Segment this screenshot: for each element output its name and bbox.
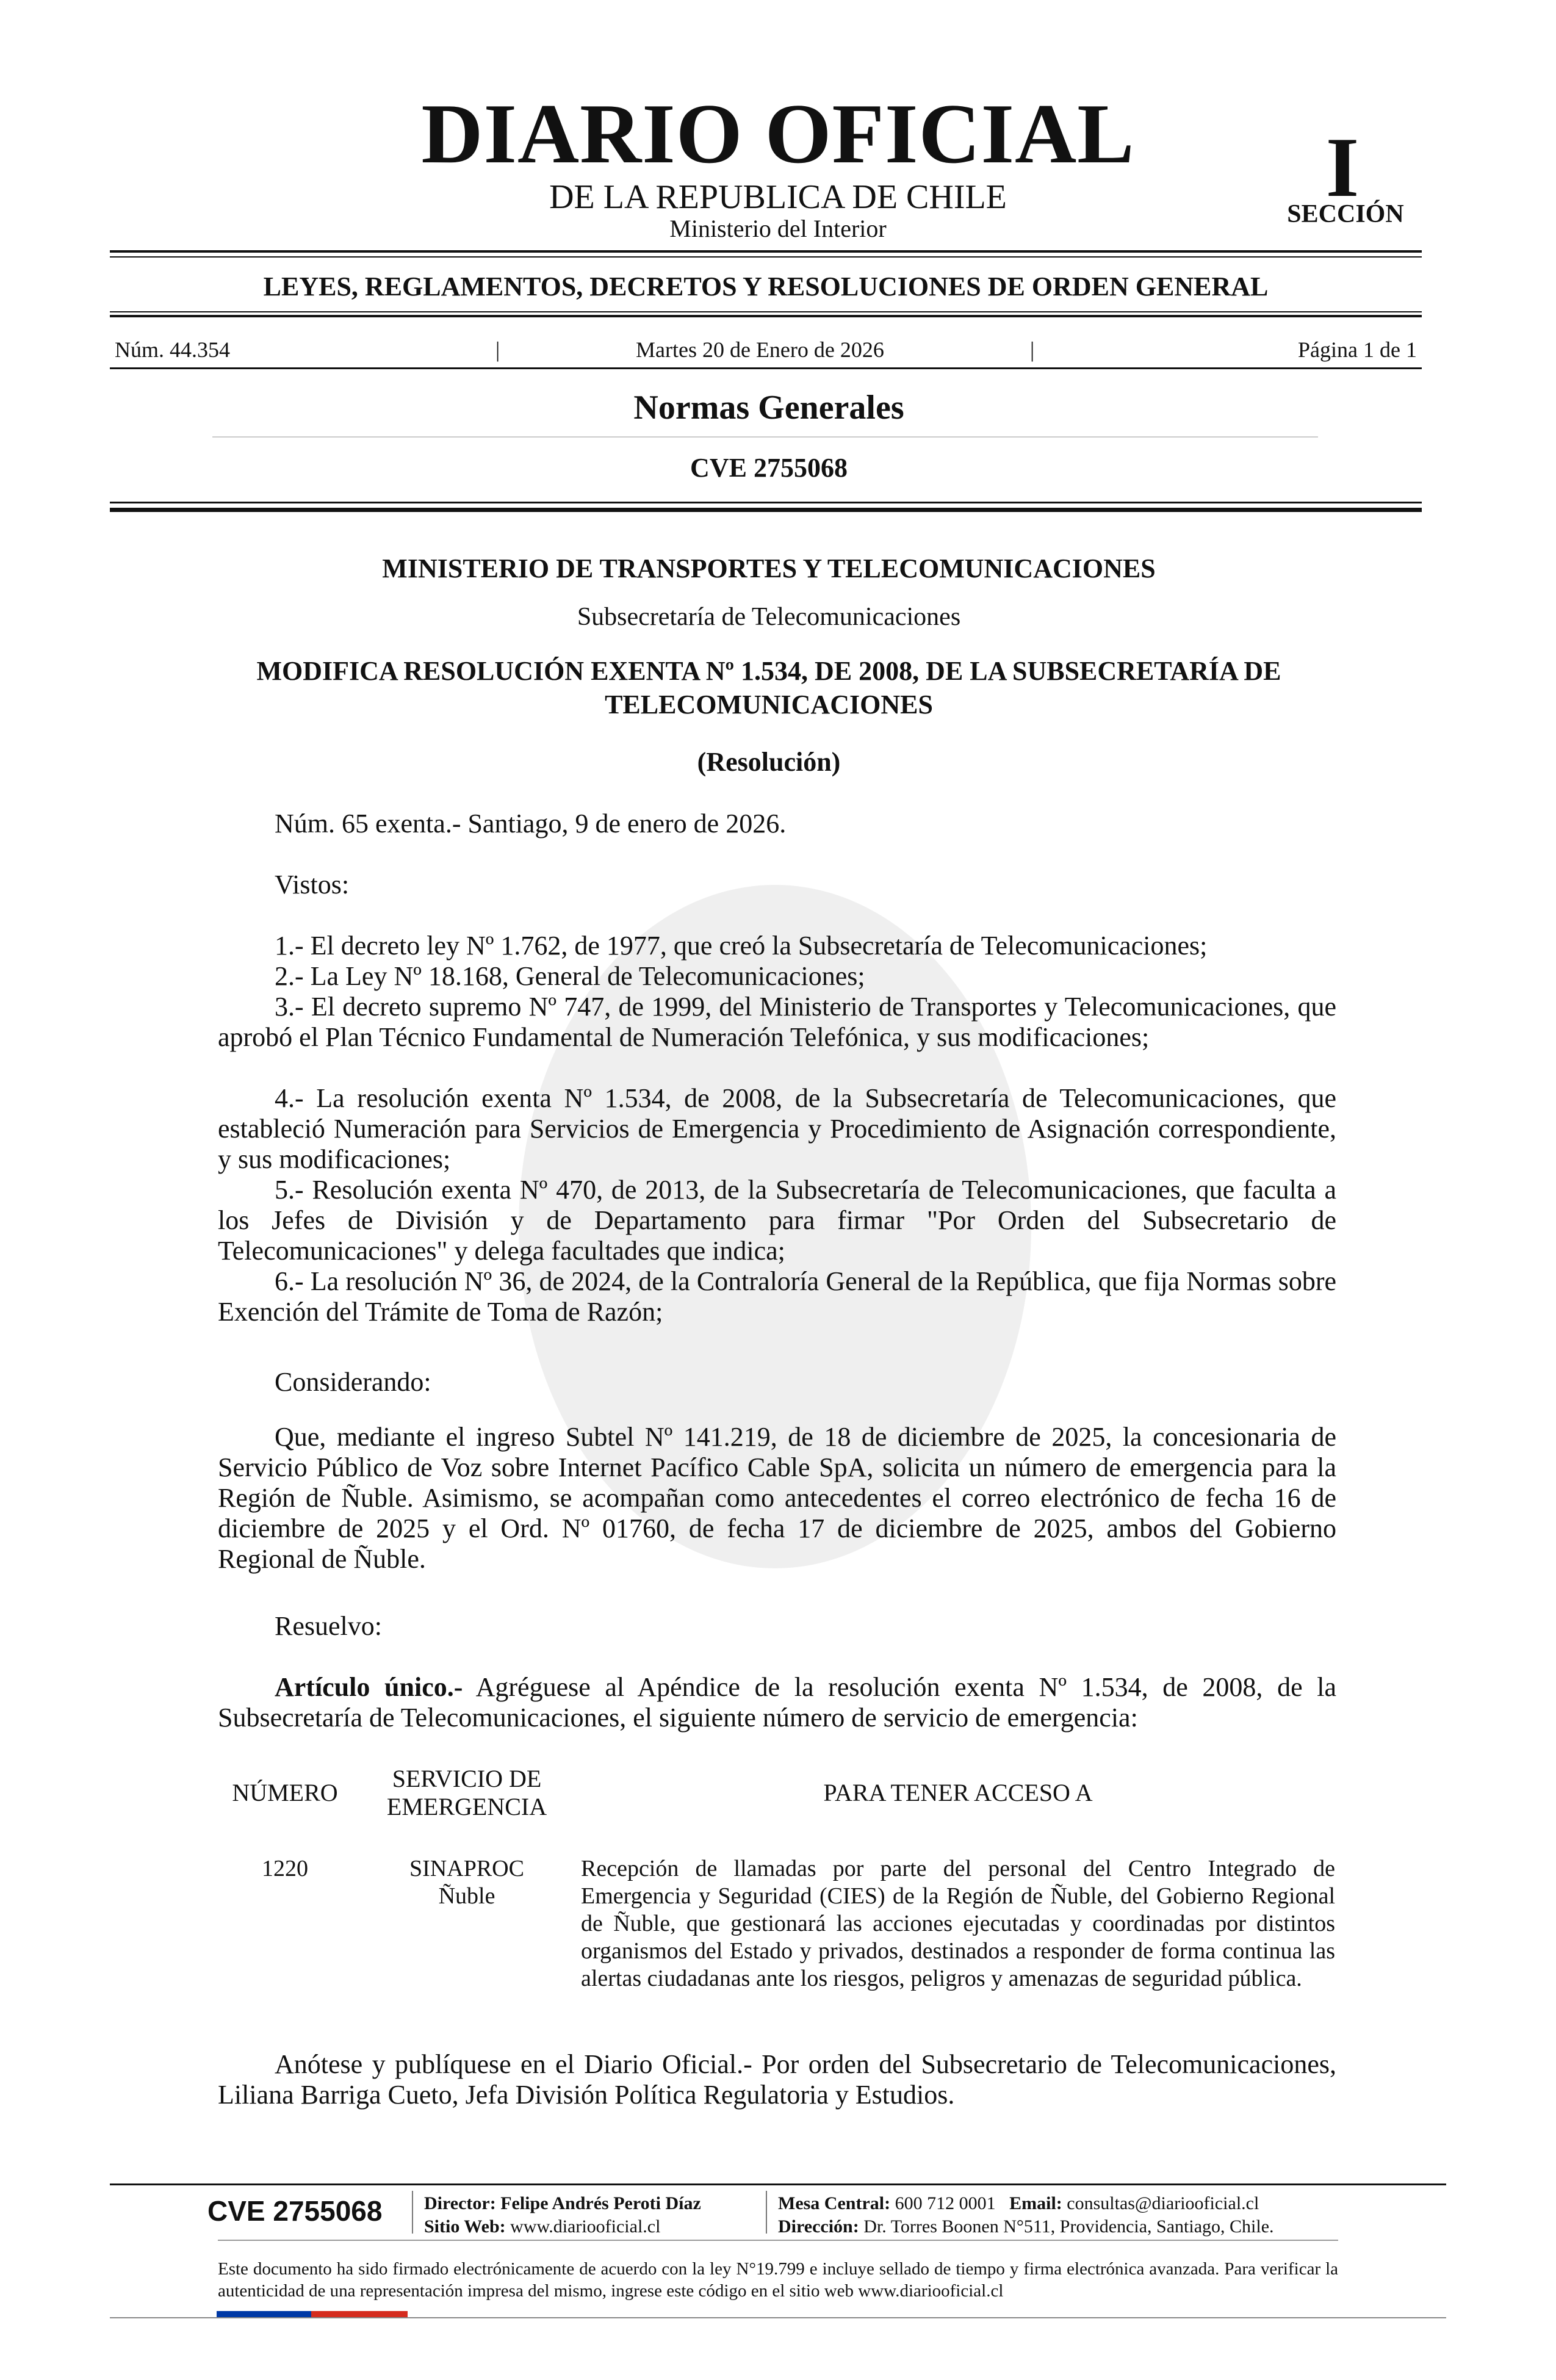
considerando-label: Considerando:: [275, 1367, 431, 1397]
footer-director: Director: Felipe Andrés Peroti Díaz Sitio Web: www.diariooficial.cl: [424, 2193, 701, 2237]
cve-rule-thin: [110, 502, 1422, 503]
resolution-number-line: Núm. 65 exenta.- Santiago, 9 de enero de 2026.: [275, 809, 787, 838]
articulo-unico: [218, 1672, 1336, 1733]
table-cell-numero: 1220: [262, 1856, 308, 1881]
vistos-item: 4.- La resolución exenta Nº 1.534, de 2008, de la Subsecretaría de Telecomunicaciones, que estableció Numeración para Servicios de Emergencia y Procedimiento de Asignación correspondiente, y sus modificaciones;: [218, 1083, 1336, 1174]
table-header-numero: NÚMERO: [232, 1779, 338, 1806]
footer-divider: [766, 2191, 767, 2234]
table-header-servicio: SERVICIO DE EMERGENCIA: [386, 1765, 547, 1820]
masthead-rule-top: [110, 250, 1422, 253]
vistos-item: 3.- El decreto supremo Nº 747, de 1999, del Ministerio de Transportes y Telecomunicaciones, que aprobó el Plan Técnico Fundamental de Numeración Telefónica, y sus modificaciones;: [218, 992, 1336, 1052]
vistos-item: 6.- La resolución Nº 36, de 2024, de la Contraloría General de la República, que fija Normas sobre Exención del Trámite de Toma de Razón;: [218, 1266, 1336, 1327]
section-number: I: [1325, 120, 1360, 215]
closing-text: Anótese y publíquese en el Diario Oficial.- Por orden del Subsecretario de Telecomunicaciones, Liliana Barriga Cueto, Jefa División Política Regulatoria y Estudios.: [218, 2049, 1336, 2110]
masthead-ministry: Ministerio del Interior: [669, 215, 887, 242]
page-indicator: Página 1 de 1: [1298, 337, 1417, 362]
vistos-item: 2.- La Ley Nº 18.168, General de Telecomunicaciones;: [275, 961, 865, 991]
footer-contact: Mesa Central: 600 712 0001 Email: consultas@diariooficial.cl Dirección: Dr. Torres Boonen N°511, Providencia, Santiago, Chile.: [778, 2193, 1274, 2237]
meta-separator: |: [1030, 337, 1035, 362]
resolution-type: (Resolución): [697, 747, 841, 777]
issue-date: Martes 20 de Enero de 2026: [636, 337, 884, 362]
meta-separator: |: [495, 337, 500, 362]
vistos-item: 5.- Resolución exenta Nº 470, de 2013, de la Subsecretaría de Telecomunicaciones, que faculta a los Jefes de División y de Departamento para firmar "Por Orden del Subsecretario de Telecomunicaciones" y delega facultades que indica;: [218, 1175, 1336, 1266]
table-cell-servicio: SINAPROC Ñuble: [409, 1856, 524, 1909]
footer-email-link[interactable]: consultas@diariooficial.cl: [1067, 2193, 1259, 2213]
footer-web-link[interactable]: www.diariooficial.cl: [510, 2216, 661, 2237]
masthead-rule-top-thin: [110, 256, 1422, 258]
footer-legal-notice: Este documento ha sido firmado electrónicamente de acuerdo con la ley N°19.799 e incluye sellado de tiempo y firma electrónica avanzada. Para verificar la autenticidad de una representación impresa del mismo, ingrese este código en el sitio web www.diariooficial.cl: [218, 2259, 1338, 2301]
banner-rule-bottom: [110, 315, 1422, 317]
header-banner: LEYES, REGLAMENTOS, DECRETOS Y RESOLUCIONES DE ORDEN GENERAL: [263, 272, 1269, 301]
footer-rule-mid: [218, 2240, 1338, 2241]
footer-rule-top: [110, 2183, 1446, 2185]
issue-number: Núm. 44.354: [115, 337, 230, 362]
resolution-title: MODIFICA RESOLUCIÓN EXENTA Nº 1.534, DE 2008, DE LA SUBSECRETARÍA DE TELECOMUNICACIONES: [256, 656, 1281, 719]
meta-rule: [110, 367, 1422, 369]
articulo-label: Artículo único.-: [275, 1672, 463, 1702]
ministry-name: MINISTERIO DE TRANSPORTES Y TELECOMUNICACIONES: [382, 554, 1156, 583]
masthead-subtitle: DE LA REPUBLICA DE CHILE: [549, 178, 1007, 216]
cve-code: CVE 2755068: [690, 453, 848, 483]
section-heading-rule: [212, 436, 1318, 438]
section-heading: Normas Generales: [633, 389, 904, 427]
section-label: SECCIÓN: [1287, 200, 1404, 228]
vistos-label: Vistos:: [275, 870, 350, 900]
table-header-acceso: PARA TENER ACCESO A: [823, 1779, 1093, 1806]
masthead-title: DIARIO OFICIAL: [421, 87, 1135, 181]
subsecretaria-name: Subsecretaría de Telecomunicaciones: [577, 603, 961, 631]
considerando-text: Que, mediante el ingreso Subtel Nº 141.219, de 18 de diciembre de 2025, la concesionaria de Servicio Público de Voz sobre Internet Pacífico Cable SpA, solicita un número de emergencia para la Región de Ñuble. Asimismo, se acompañan como antecedentes el correo electrónico de fecha 16 de diciembre de 2025 y el Ord. Nº 01760, de fecha 17 de diciembre de 2025, ambos del Gobierno Regional de Ñuble.: [218, 1422, 1336, 1574]
footer-rule-bottom: [110, 2317, 1446, 2318]
cve-rule-thick: [110, 508, 1422, 512]
banner-rule-thin: [110, 311, 1422, 312]
resuelvo-label: Resuelvo:: [275, 1611, 382, 1641]
issue-meta-row: [110, 334, 1422, 365]
table-cell-acceso: Recepción de llamadas por parte del personal del Centro Integrado de Emergencia y Seguridad (CIES) de la Región de Ñuble, del Gobierno Regional de Ñuble, que gestionará las acciones ejecutadas y coordinadas por distintos organismos del Estado y privados, destinados a responder de forma continua las alertas ciudadanas ante los riesgos, peligros y amenazas de seguridad pública.: [581, 1856, 1335, 1991]
vistos-item: 1.- El decreto ley Nº 1.762, de 1977, que creó la Subsecretaría de Telecomunicaciones;: [275, 931, 1208, 961]
footer-cve: CVE 2755068: [207, 2195, 383, 2227]
articulo-text: Agréguese al Apéndice de la resolución exenta Nº 1.534, de 2008, de la Subsecretaría de Telecomunicaciones, el siguiente número de servicio de emergencia:: [218, 1672, 1336, 1733]
footer-divider: [412, 2191, 413, 2234]
